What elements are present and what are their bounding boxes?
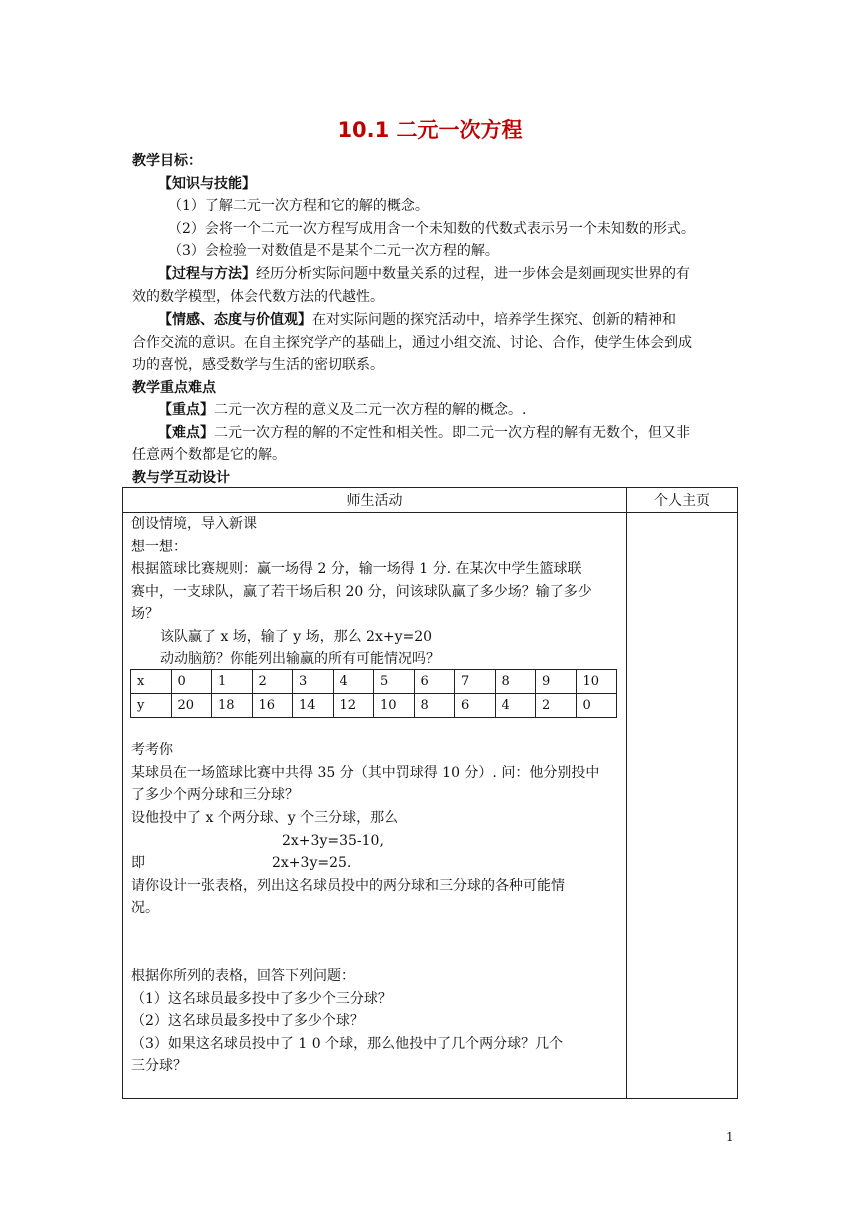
activity-line-11: 设他投中了 x 个两分球、y 个三分球，那么 xyxy=(131,810,399,826)
page-number: 1 xyxy=(726,1130,734,1144)
x-cell: 10 xyxy=(576,670,617,694)
objectives-heading: 教学目标： xyxy=(132,153,202,169)
y-cell: 2 xyxy=(536,694,577,718)
y-cell: 4 xyxy=(495,694,536,718)
activity-line-5: 场？ xyxy=(131,606,159,622)
process-paragraph xyxy=(158,264,690,284)
y-cell: 8 xyxy=(414,694,455,718)
activity-line-6: 该队赢了 x 场，输了 y 场，那么 2x+y=20 xyxy=(160,629,433,645)
activity-line-8: 考考你 xyxy=(131,742,173,758)
emotion-text: 在对实际问题的探究活动中，培养学生探究、创新的精神和 xyxy=(312,312,676,328)
y-cell: 0 xyxy=(576,694,617,718)
activity-line-15: 况。 xyxy=(131,900,159,916)
page-title: 10.1 二元一次方程 xyxy=(337,118,523,142)
knowledge-item-3: （3）会检验一对数值是不是某个二元一次方程的解。 xyxy=(168,243,499,259)
y-cell: 10 xyxy=(374,694,415,718)
x-cell: 8 xyxy=(495,670,536,694)
x-cell: 4 xyxy=(333,670,374,694)
process-label: 【过程与方法】 xyxy=(158,266,256,282)
x-cell: 9 xyxy=(536,670,577,694)
equation-1: 2x+3y=35-10, xyxy=(282,833,384,849)
activity-line-2: 想一想： xyxy=(131,539,187,555)
question-3: （3）如果这名球员投中了 1 0 个球，那么他投中了几个两分球？几个 xyxy=(131,1036,564,1052)
activity-line-9: 某球员在一场篮球比赛中共得 35 分（其中罚球得 10 分）. 问：他分别投中 xyxy=(131,765,600,781)
x-row xyxy=(131,670,617,694)
focus-paragraph xyxy=(158,400,526,420)
emotion-paragraph xyxy=(158,310,676,330)
focus-label: 【重点】 xyxy=(158,402,214,418)
activity-line-1: 创设情境，导入新课 xyxy=(131,516,257,532)
emotion-text-cont-2: 功的喜悦，感受数学与生活的密切联系。 xyxy=(132,357,384,373)
focus-text: 二元一次方程的意义及二元一次方程的解的概念。. xyxy=(214,402,527,418)
equation-2: 2x+3y=25. xyxy=(272,855,352,871)
difficulty-text: 二元一次方程的解的不定性和相关性。即二元一次方程的解有无数个，但又非 xyxy=(214,425,690,441)
knowledge-item-1: （1）了解二元一次方程和它的解的概念。 xyxy=(168,198,429,214)
activity-line-16: 根据你所列的表格，回答下列问题： xyxy=(131,968,355,984)
x-cell: 6 xyxy=(414,670,455,694)
y-cell: 16 xyxy=(252,694,293,718)
y-cell: 6 xyxy=(455,694,496,718)
y-cell: 12 xyxy=(333,694,374,718)
emotion-label: 【情感、态度与价值观】 xyxy=(158,312,312,328)
process-text-cont: 效的数学模型，体会代数方法的代越性。 xyxy=(132,289,384,305)
knowledge-heading: 【知识与技能】 xyxy=(158,176,256,192)
x-cell: 0 xyxy=(171,670,212,694)
equation-prefix: 即 xyxy=(131,855,145,871)
x-cell: 1 xyxy=(212,670,253,694)
y-cell: 14 xyxy=(293,694,334,718)
x-cell: 2 xyxy=(252,670,293,694)
knowledge-item-2: （2）会将一个二元一次方程写成用含一个未知数的代数式表示另一个未知数的形式。 xyxy=(168,221,695,237)
activity-line-7: 动动脑筋？你能列出输赢的所有可能情况吗？ xyxy=(160,651,440,667)
x-label-cell: x xyxy=(131,670,172,694)
activity-line-10: 了多少个两分球和三分球？ xyxy=(131,787,299,803)
question-1: （1）这名球员最多投中了多少个三分球？ xyxy=(131,991,392,1007)
design-heading: 教与学互动设计 xyxy=(132,470,230,486)
process-text: 经历分析实际问题中数量关系的过程，进一步体会是刻画现实世界的有 xyxy=(256,266,690,282)
activity-line-14: 请你设计一张表格，列出这名球员投中的两分球和三分球的各种可能情 xyxy=(131,878,565,894)
key-points-heading: 教学重点难点 xyxy=(132,380,216,396)
question-3-cont: 三分球？ xyxy=(131,1058,187,1074)
emotion-text-cont-1: 合作交流的意识。在自主探究学产的基础上，通过小组交流、讨论、合作，使学生体会到成 xyxy=(132,335,692,351)
y-cell: 20 xyxy=(171,694,212,718)
y-cell: 18 xyxy=(212,694,253,718)
difficulty-text-cont: 任意两个数都是它的解。 xyxy=(132,447,286,463)
x-cell: 3 xyxy=(293,670,334,694)
win-loss-table xyxy=(130,669,617,718)
personal-cell xyxy=(627,513,738,1099)
y-row xyxy=(131,694,617,718)
activity-line-3: 根据篮球比赛规则：赢一场得 2 分，输一场得 1 分. 在某次中学生篮球联 xyxy=(131,561,582,577)
difficulty-label: 【难点】 xyxy=(158,425,214,441)
x-cell: 5 xyxy=(374,670,415,694)
activity-line-4: 赛中，一支球队，赢了若干场后积 20 分，问该球队赢了多少场？输了多少 xyxy=(131,584,592,600)
personal-column-header: 个人主页 xyxy=(627,488,738,513)
y-label-cell: y xyxy=(131,694,172,718)
difficulty-paragraph xyxy=(158,423,690,443)
activity-column-header: 师生活动 xyxy=(123,488,627,513)
question-2: （2）这名球员最多投中了多少个球？ xyxy=(131,1013,364,1029)
x-cell: 7 xyxy=(455,670,496,694)
